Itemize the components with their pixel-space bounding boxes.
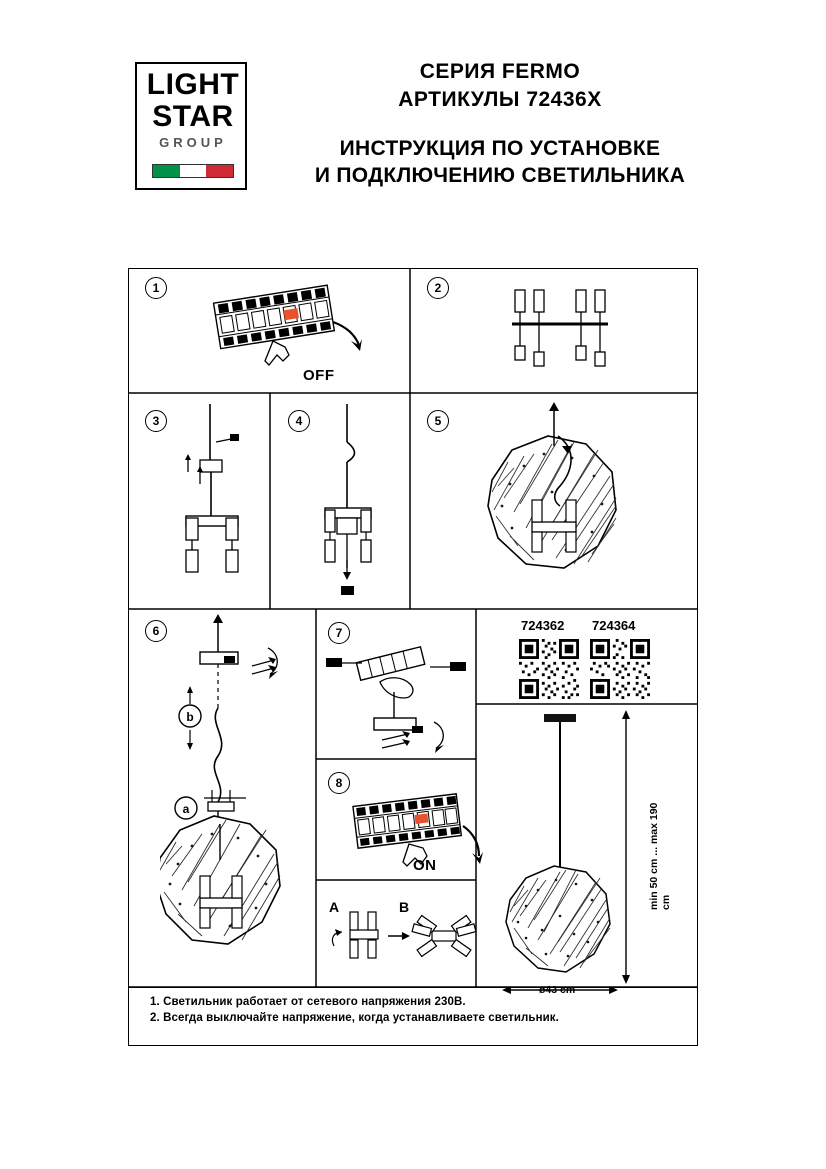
series-label: СЕРИЯ FERMO <box>419 60 581 83</box>
step-number-1: 1 <box>145 277 167 299</box>
step-1-illustration <box>185 275 375 390</box>
articles-label: АРТИКУЛЫ 72436X <box>398 88 602 112</box>
page-title-line-1: ИНСТРУКЦИЯ ПО УСТАНОВКЕ <box>339 136 661 160</box>
height-dimension-label: min 50 cm ... max 190 cm <box>648 802 672 910</box>
note-1: 1. Светильник работает от сетевого напряжения 230В. <box>150 996 466 1008</box>
qr-code-2[interactable] <box>590 639 650 699</box>
svg-text:a: a <box>182 802 190 816</box>
qr-code-label-1: 724362 <box>521 618 565 633</box>
svg-text:b: b <box>186 710 194 724</box>
step-7-illustration <box>318 640 476 760</box>
qr-code-label-2: 724364 <box>592 618 636 633</box>
step-number-4: 4 <box>288 410 310 432</box>
document-header <box>290 58 710 190</box>
step-9-illustration <box>320 890 480 980</box>
logo-line-1: LIGHT <box>146 68 240 101</box>
step-8-label: ON <box>413 857 437 874</box>
page-title-line-2: И ПОДКЛЮЧЕНИЮ СВЕТИЛЬНИКА <box>314 164 686 188</box>
option-a-label: A <box>329 899 340 915</box>
step-number-2: 2 <box>427 277 449 299</box>
step-2-illustration <box>490 280 630 390</box>
qr-code-1[interactable] <box>519 639 579 699</box>
step-number-7: 7 <box>328 622 350 644</box>
logo-line-2: STAR <box>152 100 234 133</box>
step-number-3: 3 <box>145 410 167 432</box>
footer-notes <box>128 987 698 1046</box>
option-b-label: B <box>399 899 410 915</box>
step-3-illustration <box>170 398 280 598</box>
step-1-label: OFF <box>303 367 335 384</box>
note-2: 2. Всегда выключайте напряжение, когда устанавливаете светильник. <box>150 1012 559 1024</box>
step-4-illustration <box>315 398 415 598</box>
logo-line-3: GROUP <box>159 135 227 150</box>
step-5-illustration <box>462 398 652 600</box>
brand-logo <box>135 62 247 190</box>
step-6-illustration <box>160 612 315 972</box>
step-number-5: 5 <box>427 410 449 432</box>
step-8-illustration <box>345 790 490 890</box>
step-number-8: 8 <box>328 772 350 794</box>
product-dimension-illustration <box>484 706 634 996</box>
diameter-dimension-label: ø43 cm <box>539 984 576 996</box>
italy-flag-icon <box>152 164 234 178</box>
step-number-6: 6 <box>145 620 167 642</box>
